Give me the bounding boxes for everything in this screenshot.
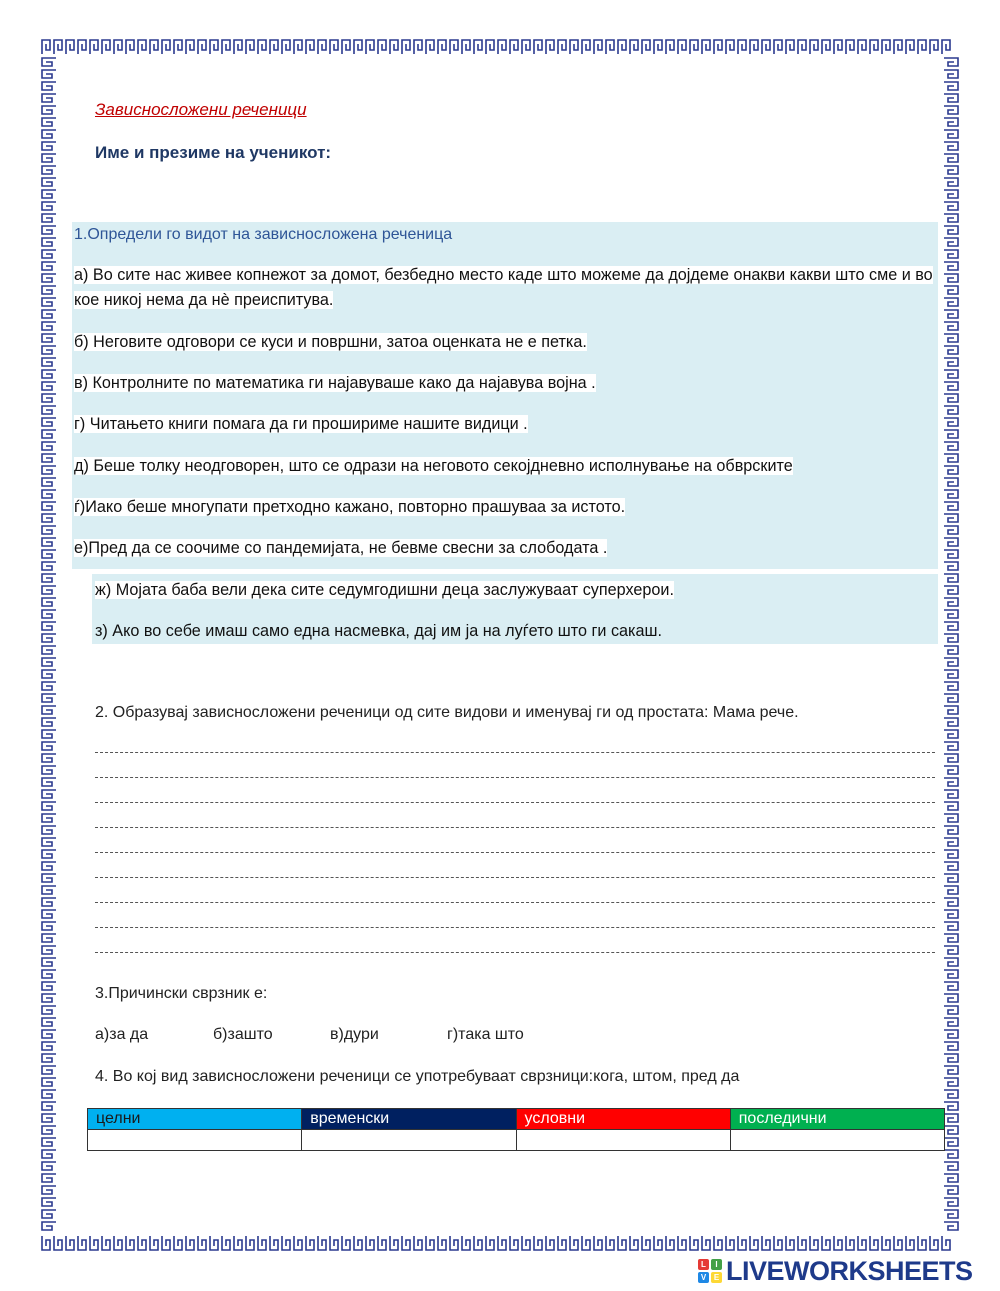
logo-letter: V xyxy=(698,1272,709,1283)
answer-line[interactable] xyxy=(95,777,935,778)
answer-cell[interactable] xyxy=(730,1130,944,1151)
logo-text: LIVEWORKSHEETS xyxy=(726,1255,973,1286)
answer-line[interactable] xyxy=(95,902,935,903)
answer-cell[interactable] xyxy=(516,1130,730,1151)
answer-cell[interactable] xyxy=(88,1130,302,1151)
sentence-v xyxy=(74,371,596,396)
sentence-a xyxy=(74,263,934,313)
sentence-z xyxy=(95,619,662,644)
category-header-row xyxy=(88,1109,945,1130)
liveworksheets-logo xyxy=(698,1256,973,1286)
sentence-text: в) Контролните по математика ги најавуваше како да најавува војна . xyxy=(74,374,596,392)
logo-icon xyxy=(698,1259,722,1283)
sentence-zh xyxy=(95,578,674,603)
category-celni: целни xyxy=(88,1109,302,1130)
answer-line[interactable] xyxy=(95,802,935,803)
category-vremenski: временски xyxy=(302,1109,516,1130)
answer-line[interactable] xyxy=(95,752,935,753)
sentence-text: ж) Мојата баба вели дека сите седумгодишни деца заслужуваат суперхерои. xyxy=(95,581,674,599)
category-uslovni: условни xyxy=(516,1109,730,1130)
sentence-b xyxy=(74,330,587,355)
option-a[interactable]: а)за да xyxy=(95,1026,149,1043)
worksheet-title: Зависносложени реченици xyxy=(95,100,307,119)
category-table xyxy=(87,1108,945,1151)
question4-text: 4. Во кој вид зависносложени реченици се употребуваат сврзници:кога, штом, пред да xyxy=(95,1068,740,1085)
answer-line[interactable] xyxy=(95,852,935,853)
sentence-text: ѓ)Иако беше многупати претходно кажано, повторно прашуваа за истото. xyxy=(74,498,626,516)
answer-line[interactable] xyxy=(95,952,935,953)
question1-heading: 1.Определи го видот на зависносложена реченица xyxy=(74,226,453,243)
question3-text: 3.Причински сврзник е: xyxy=(95,985,268,1002)
sentence-text: е)Пред да се соочиме со пандемијата, не бевме свесни за слободата . xyxy=(74,539,608,557)
student-name-label: Име и презиме на ученикот: xyxy=(95,143,332,162)
sentence-text: г) Читањето книги помага да ги прошириме нашите видици . xyxy=(74,415,528,433)
sentence-text: а) Во сите нас живее копнежот за домот, безбедно место каде што можеме да дојдеме онакви какви што сме и во кое никој нема да нè преиспитува. xyxy=(74,266,933,309)
answer-cell[interactable] xyxy=(302,1130,516,1151)
logo-letter: L xyxy=(698,1259,709,1270)
answer-row xyxy=(88,1130,945,1151)
question2-text: 2. Образувај зависносложени реченици од сите видови и именувај ги од простата: Мама рече. xyxy=(95,704,799,721)
sentence-text: б) Неговите одговори се куси и површни, затоа оценката не е петка. xyxy=(74,333,587,351)
sentence-text: з) Ако во себе имаш само една насмевка, дај им ја на луѓето што ги сакаш. xyxy=(95,622,662,640)
option-g[interactable]: г)така што xyxy=(447,1026,524,1043)
sentence-gj xyxy=(74,495,625,520)
answer-line[interactable] xyxy=(95,927,935,928)
sentence-e xyxy=(74,536,607,561)
sentence-g xyxy=(74,412,528,437)
option-b[interactable]: б)зашто xyxy=(213,1026,273,1043)
logo-letter: E xyxy=(711,1272,722,1283)
category-posledicni: последични xyxy=(730,1109,944,1130)
answer-line[interactable] xyxy=(95,827,935,828)
sentence-d xyxy=(74,454,793,479)
sentence-text: д) Беше толку неодговорен, што се одрази на неговото секојдневно исполнување на обврските xyxy=(74,457,793,475)
option-v[interactable]: в)дури xyxy=(330,1026,379,1043)
logo-letter: I xyxy=(711,1259,722,1270)
answer-line[interactable] xyxy=(95,877,935,878)
